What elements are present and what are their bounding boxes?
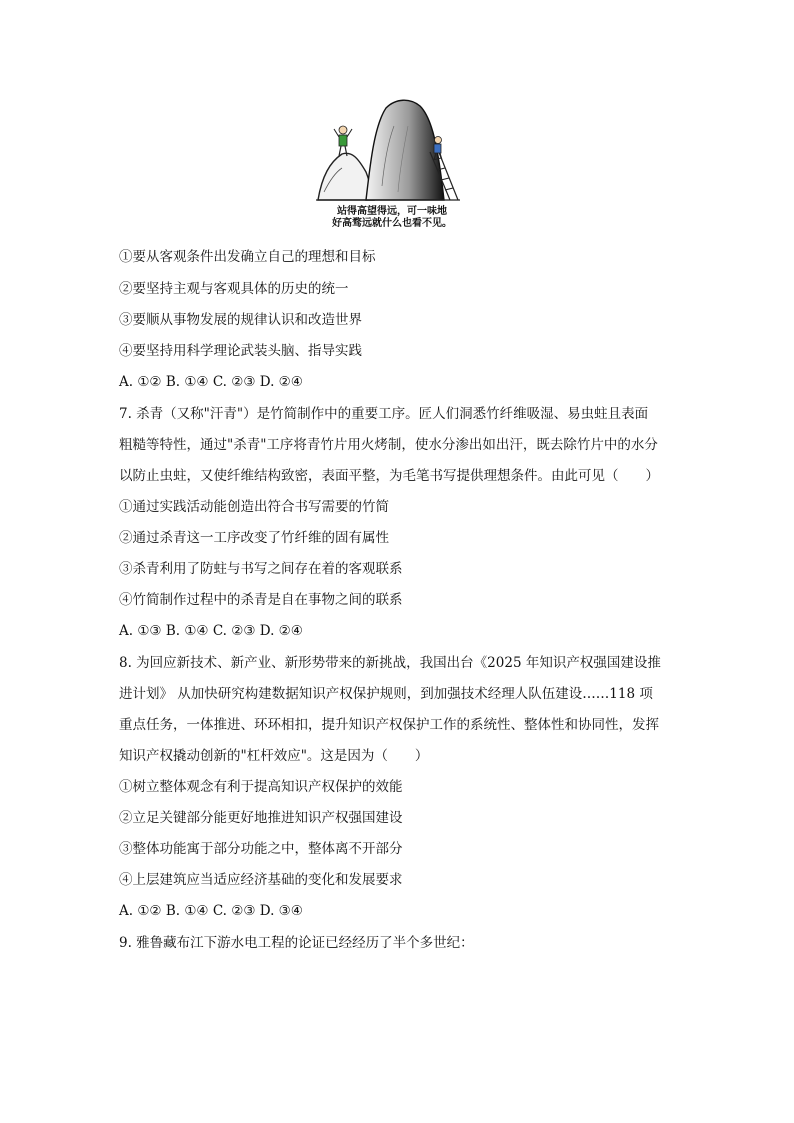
mountains-drawing — [312, 96, 472, 206]
q7-answer-choices: A. ①③ B. ①④ C. ②③ D. ②④ — [119, 623, 303, 639]
cartoon-illustration — [312, 96, 472, 236]
q6-option-1: ①要从客观条件出发确立自己的理想和目标 — [119, 249, 376, 265]
q8-stem-line-2: 进计划》 从加快研究构建数据知识产权保护规则，到加强技术经理人队伍建设……118 项 — [119, 686, 653, 702]
q8-option-1: ①树立整体观念有利于提高知识产权保护的效能 — [119, 779, 403, 795]
q8-answer-choices: A. ①② B. ①④ C. ②③ D. ③④ — [119, 903, 303, 919]
caption-line: 好高骛远就什么也看不见。 — [332, 218, 452, 229]
q7-option-3: ③杀青利用了防蛀与书写之间存在着的客观联系 — [119, 561, 403, 577]
cartoon-caption — [312, 206, 472, 230]
caption-line: 站得高望得远，可一味地 — [337, 206, 447, 217]
q6-option-3: ③要顺从事物发展的规律认识和改造世界 — [119, 312, 362, 328]
q7-option-2: ②通过杀青这一工序改变了竹纤维的固有属性 — [119, 530, 389, 546]
q6-answer-choices: A. ①② B. ①④ C. ②③ D. ②④ — [119, 374, 303, 390]
q7-option-1: ①通过实践活动能创造出符合书写需要的竹简 — [119, 499, 389, 515]
q7-stem-line-1: 7. 杀青（又称"汗青"）是竹简制作中的重要工序。匠人们洞悉竹纤维吸湿、易虫蛀且表面 — [119, 406, 649, 422]
q8-option-3: ③整体功能寓于部分功能之中，整体离不开部分 — [119, 841, 403, 857]
q9-stem-line-1: 9. 雅鲁藏布江下游水电工程的论证已经经历了半个多世纪： — [119, 935, 474, 951]
q8-stem-line-3: 重点任务，一体推进、环环相扣，提升知识产权保护工作的系统性、整体性和协同性，发挥 — [119, 717, 659, 733]
q8-option-2: ②立足关键部分能更好地推进知识产权强国建设 — [119, 810, 403, 826]
q7-stem-line-2: 粗糙等特性，通过"杀青"工序将青竹片用火烤制，使水分渗出如出汗，既去除竹片中的水分 — [119, 437, 658, 453]
q6-option-2: ②要坚持主观与客观具体的历史的统一 — [119, 281, 349, 297]
q7-stem-line-3: 以防止虫蛀，又使纤维结构致密，表面平整，为毛笔书写提供理想条件。由此可见（ ） — [119, 468, 659, 484]
q8-stem-line-4: 知识产权撬动创新的"杠杆效应"。这是因为（ ） — [119, 748, 429, 764]
q8-stem-line-1: 8. 为回应新技术、新产业、新形势带来的新挑战，我国出台《2025 年知识产权强国建设推 — [119, 655, 661, 671]
q8-option-4: ④上层建筑应当适应经济基础的变化和发展要求 — [119, 872, 403, 888]
q6-option-4: ④要坚持用科学理论武装头脑、指导实践 — [119, 343, 362, 359]
q7-option-4: ④竹简制作过程中的杀青是自在事物之间的联系 — [119, 592, 403, 608]
